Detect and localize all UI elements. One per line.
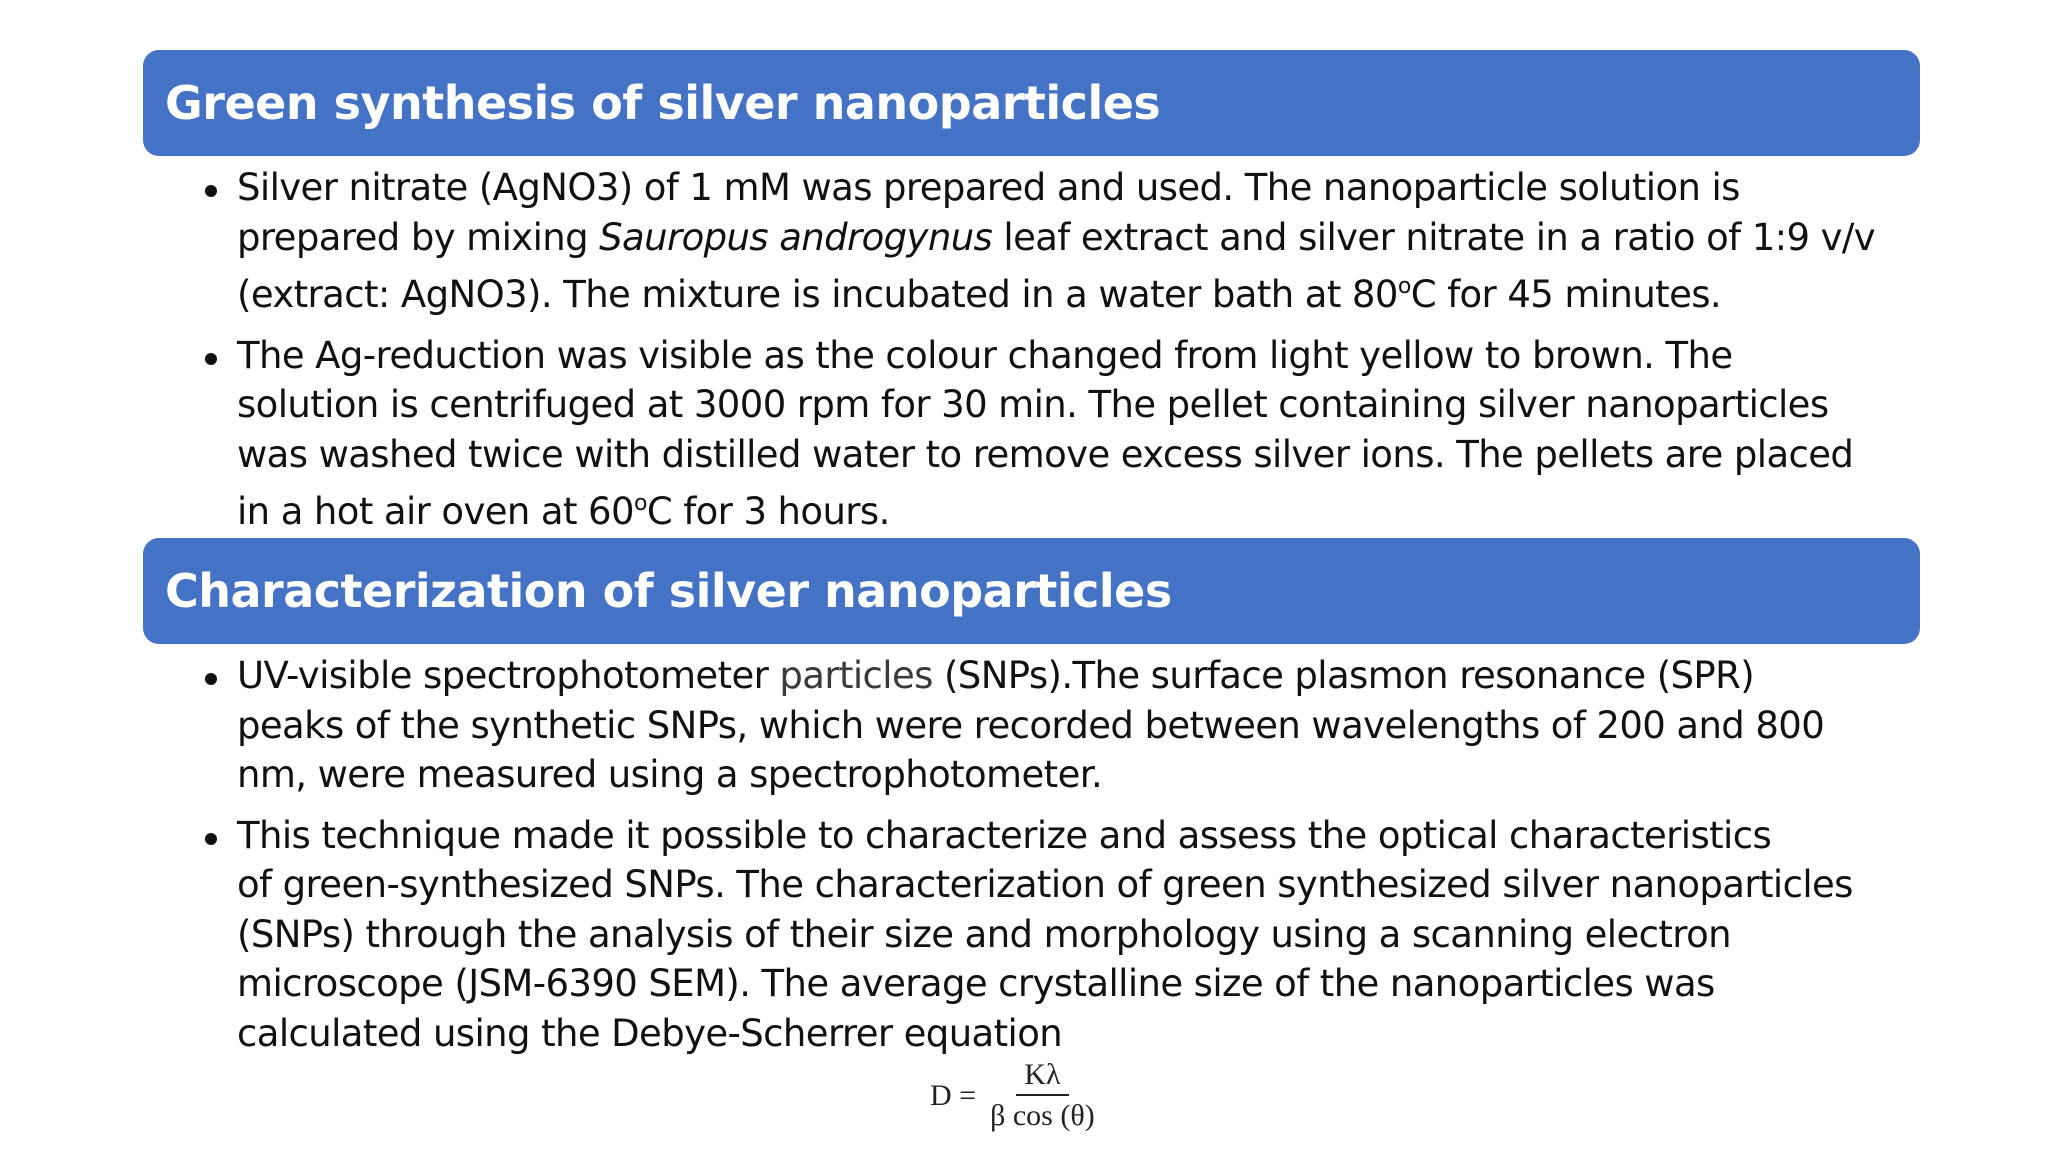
bullet-line: calculated using the Debye-Scherrer equation [237,1011,1063,1055]
bullet-item [0,331,2048,537]
bullet-line: Silver nitrate (AgNO3) of 1 mM was prepared and used. The nanoparticle solution is [237,166,1740,209]
equation-numerator: Kλ [1016,1058,1068,1096]
bullet-item [0,651,2048,800]
equation-denominator: β cos (θ) [990,1099,1095,1132]
bullet-line: (SNPs) through the analysis of their size and morphology using a scanning electron [237,912,1731,956]
bullet-dot-icon [205,353,217,365]
grey-word: particles [779,654,933,697]
bullet-list-green-synthesis [0,163,2048,548]
bullet-dot-icon [205,185,217,197]
bullet-line: in a hot air oven at 60$^o$C for 3 hours. [237,490,890,533]
bullet-dot-icon [205,833,217,845]
section-title: Green synthesis of silver nanoparticles [165,76,1161,130]
species-name: Sauropus androgynus [599,215,993,259]
degree-superscript: o [1397,274,1411,299]
bullet-line: was washed twice with distilled water to remove excess silver ions. The pellets are placed [237,432,1854,476]
bullet-line: microscope (JSM-6390 SEM). The average crystalline size of the nanoparticles was [237,962,1715,1005]
degree-superscript: o [633,491,647,516]
bullet-item [0,163,2048,320]
bullet-line: of green-synthesized SNPs. The characterization of green synthesized silver nanoparticles [237,863,1853,906]
section-header-characterization [143,538,1920,644]
bullet-dot-icon [205,673,217,685]
equation-fraction [982,1058,1103,1134]
bullet-line: The Ag-reduction was visible as the colour changed from light yellow to brown. The [237,333,1733,377]
section-header-green-synthesis [143,50,1920,156]
bullet-line: nm, were measured using a spectrophotometer. [237,753,1103,796]
bullet-line: solution is centrifuged at 3000 rpm for 30 min. The pellet containing silver nanoparticles [237,383,1829,426]
bullet-line: prepared by mixing Sauropus androgynus leaf extract and silver nitrate in a ratio of 1:9 v/v [237,215,1876,259]
bullet-line: UV-visible spectrophotometer particles (SNPs).The surface plasmon resonance (SPR) [237,654,1755,697]
equation-lhs: D = [930,1079,977,1112]
bullet-line: This technique made it possible to characterize and assess the optical characteristics [237,813,1772,857]
bullet-item [0,811,2048,1059]
section-title: Characterization of silver nanoparticles [165,564,1172,618]
bullet-line: (extract: AgNO3). The mixture is incubated in a water bath at 80$^o$C for 45 minutes. [237,273,1722,316]
bullet-line: peaks of the synthetic SNPs, which were recorded between wavelengths of 200 and 800 [237,703,1825,747]
bullet-list-characterization [0,651,2048,1069]
debye-scherrer-equation [930,1058,1103,1134]
